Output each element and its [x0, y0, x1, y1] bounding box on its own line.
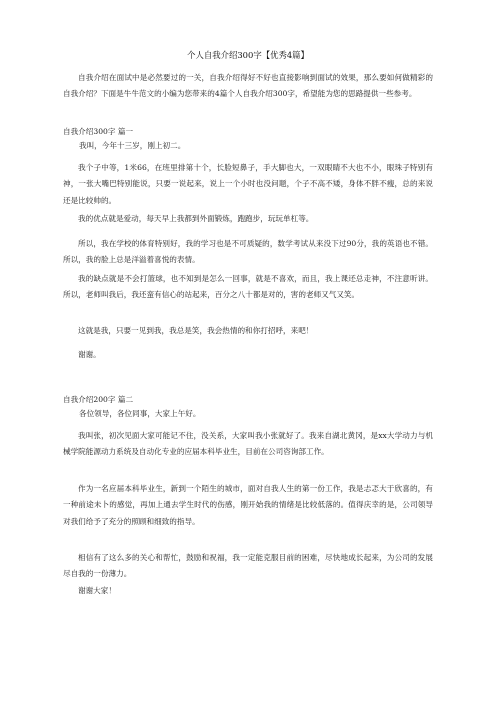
section-1-paragraph: 这就是我，只要一见到我，我总是笑，我会热情的和你打招呼，来吧！ — [78, 326, 314, 335]
section-2-closing: 谢谢大家！ — [78, 586, 116, 595]
section-1-paragraph: 我的缺点就是不会打篮球，也不知到是怎么一回事，就是不喜欢，而且，我上课还总走神，不注意听讲。所以，老师叫我后，我还蛮有信心的站起来，百分之八十都是对的，害的老师又气又笑。 — [63, 274, 433, 300]
section-1-heading: 自我介绍300字 篇一 — [63, 127, 134, 136]
section-1-greeting: 我叫，今年十三岁，刚上初二。 — [79, 141, 186, 150]
section-1-paragraph: 所以，我在学校的体育特别好，我的学习也是不可质疑的，数学考试从来没下过90分，我的英语也不错。所以，我的脸上总是洋溢着喜悦的表情。 — [63, 239, 433, 265]
section-2-paragraph: 作为一名应届本科毕业生，新到一个陌生的城市，面对自我人生的第一份工作，我是忐忑大于欣喜的，有一种前途未卜的感觉，再加上通去学生时代的伤感，刚开始我的情绪是比较低落的。值得庆幸的是，公司领导对我们给予了充分的照顾和细致的指导。 — [63, 484, 433, 526]
section-2-paragraph: 我叫张，初次见面大家可能记不住，没关系，大家叫我小张就好了。我来自湖北黄冈，是xx大学动力与机械学院能源动力系统及自动化专业的应届本科毕业生，目前在公司咨询部工作。 — [63, 431, 433, 457]
section-1-paragraph: 我个子中等，1米66，在班里排第十个，长脸短鼻子，手大脚也大，一双眼睛不大也不小，眼珠子特别有神，一张大嘴巴特别能说，只要一说起来，说上一个小时也没问题，个子不高不矮，身体不胖不瘦，总的来说还是比较帅的。 — [63, 163, 433, 205]
section-1-closing: 谢谢。 — [78, 350, 101, 359]
section-1-paragraph: 我的优点就是爱动，每天早上我都到外面锻炼，跑跑步，玩玩单杠等。 — [78, 214, 314, 223]
intro-paragraph: 自我介绍在面试中是必然要过的一关，自我介绍得好不好也直接影响到面试的效果，那么要如何做精彩的自我介绍？下面是牛牛范文的小编为您带来的4篇个人自我介绍300字，希望能为您的思路提供一些参考。 — [63, 73, 433, 99]
section-2-heading: 自我介绍200字 篇二 — [63, 395, 134, 404]
document-title: 个人自我介绍300字【优秀4篇】 — [187, 50, 309, 60]
section-2-paragraph: 相信有了这么多的关心和帮忙，鼓励和祝福，我一定能克服目前的困难，尽快地成长起来，为公司的发展尽自我的一份薄力。 — [63, 553, 433, 579]
section-2-greeting: 各位领导，各位同事，大家上午好。 — [79, 409, 201, 418]
